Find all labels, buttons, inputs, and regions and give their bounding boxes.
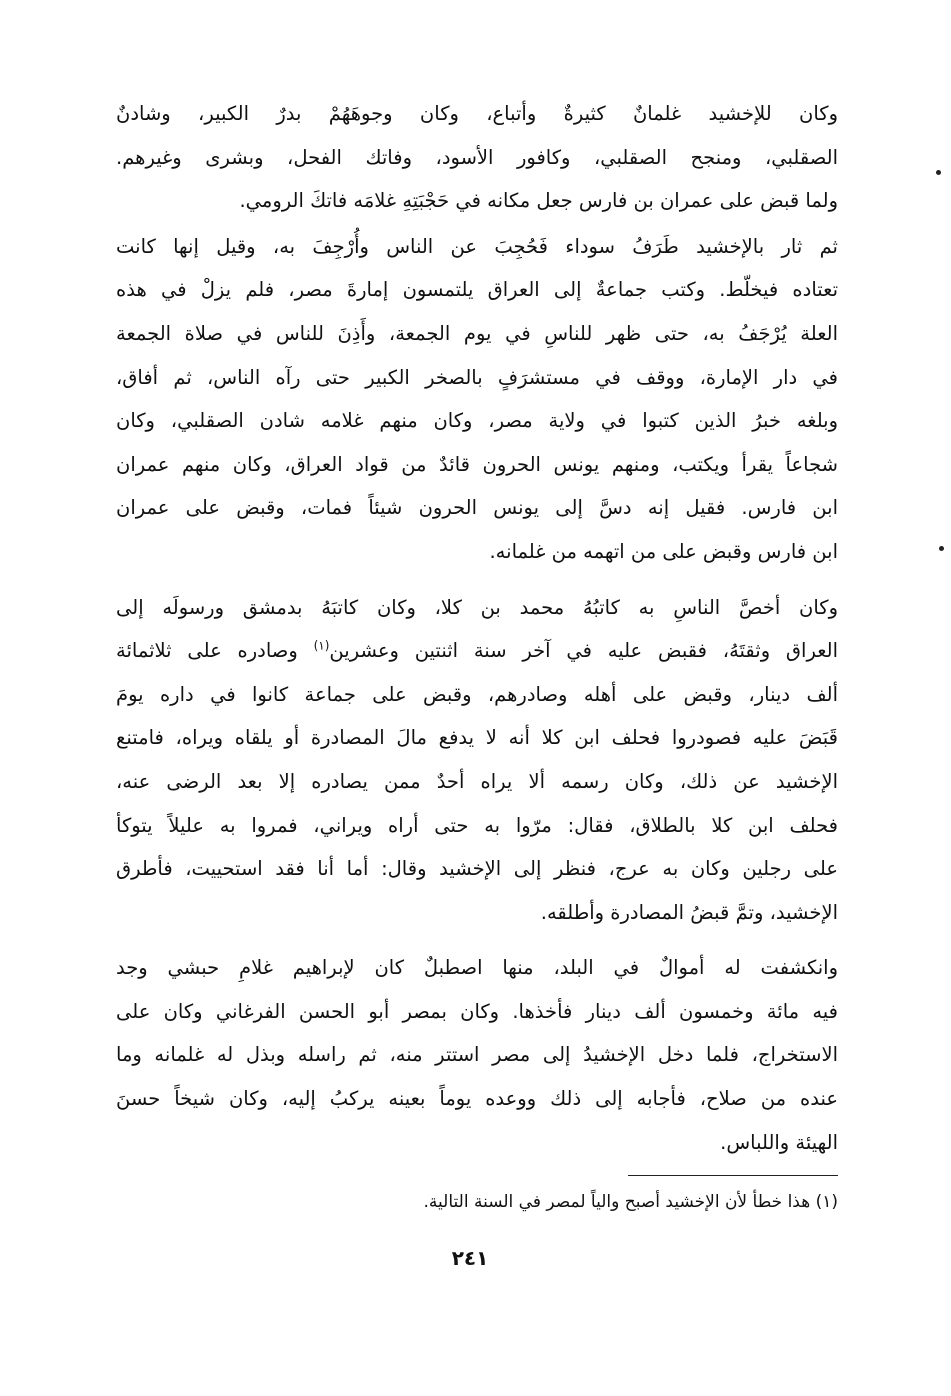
text-line: ابن فارس. فقيل إنه دسَّ إلى يونس الحرون شيئاً فمات، وقبض على عمران (116, 496, 838, 520)
text-line: قَبَضَ عليه فصودروا فحلف ابن كلا أنه لا يدفع مالَ المصادرة أو يلقاه ويراه، فامتنع (116, 726, 838, 750)
text-line: الهيئة واللباس. (720, 1130, 838, 1154)
paragraph (116, 225, 838, 574)
text-line: عنده من صلاح، فأجابه إلى ذلك ووعده يوماً بعينه يركبُ إليه، وكان شيخاً حسنَ (116, 1087, 838, 1111)
paragraph (116, 946, 838, 1164)
text-line: تعتاده فيخلّط. وكتب جماعةٌ إلى العراق يلتمسون إمارةَ مصر، فلم يزلْ في هذه (116, 278, 838, 302)
text-line: العلة يُرْجَفُ به، حتى ظهر للناسِ في يوم الجمعة، وأَذِنَ للناس في صلاة الجمعة (116, 321, 838, 345)
paragraph (116, 92, 838, 223)
text-line: وانكشفت له أموالٌ في البلد، منها اصطبلٌ كان لإبراهيم غلامِ حبشي وجد (116, 956, 838, 980)
text-line: ولما قبض على عمران بن فارس جعل مكانه في حَجْبَتِهِ غلامَه فاتكَ الرومي. (239, 189, 838, 213)
text-line: فحلف ابن كلا بالطلاق، فقال: مرّوا به حتى أراه ويراني، فمروا به عليلاً يتوكأ (116, 813, 838, 837)
paragraph (116, 586, 838, 935)
text-line: وكان أخصَّ الناسِ به كاتبُهُ محمد بن كلا، وكان كاتبَهُ بدمشق ورسولَه إلى (116, 595, 838, 619)
main-text (116, 92, 838, 1164)
text-line: ابن فارس وقبض على من اتهمه من غلمانه. (489, 539, 838, 563)
text-line: شجاعاً يقرأ ويكتب، ومنهم يونس الحرون قائدٌ من قواد العراق، وكان منهم عمران (116, 452, 838, 476)
text-line (116, 629, 838, 673)
text-line: ثم ثار بالإخشيد طَرَفُ سوداء فَحُجِبَ عن الناس وأُرْجِفَ به، وقيل إنها كانت (116, 234, 838, 258)
text-line: الاستخراج، فلما دخل الإخشيدُ إلى مصر استتر منه، ثم راسله وبذل له غلمانه وما (116, 1043, 838, 1067)
footnote: (١) هذا خطأ لأن الإخشيد أصبح والياً لمصر في السنة التالية. (423, 1192, 838, 1212)
text-line: الصقلبي، ومنجح الصقلبي، وكافور الأسود، وفاتك الفحل، وبشرى وغيرهم. (116, 145, 838, 169)
text-segment: العراق وثقتَهُ، فقبض عليه في آخر سنة اثنتين وعشرين (329, 639, 838, 663)
scan-mark (936, 170, 941, 175)
text-line: على رجلين وكان به عرج، فنظر إلى الإخشيد وقال: أما أنا فقد استحييت، فأطرق (116, 857, 838, 881)
text-segment: وصادره على ثلاثمائة (116, 639, 314, 663)
text-line: الإخشيد عن ذلك، وكان رسمه ألا يراه أحدٌ ممن يصادره إلا بعد الرضى عنه، (116, 769, 838, 793)
text-line: ألف دينار، وقبض على أهله وصادرهم، وقبض على جماعة كانوا في داره يومَ (116, 682, 838, 706)
text-line: وبلغه خبرُ الذين كتبوا في ولاية مصر، وكان منهم غلامه شادن الصقلبي، وكان (116, 409, 838, 433)
page-number: ٢٤١ (451, 1246, 489, 1270)
footnote-separator (628, 1175, 838, 1176)
footnote-marker[interactable]: (١) (313, 638, 330, 653)
text-line: الإخشيد، وتمَّ قبضُ المصادرة وأطلقه. (540, 900, 838, 924)
scan-mark (939, 546, 944, 551)
text-line: فيه مائة وخمسون ألف دينار فأخذها. وكان بمصر أبو الحسن الفرغاني وكان على (116, 999, 838, 1023)
text-line: في دار الإمارة، ووقف في مستشرَفٍ بالصخر الكبير حتى رآه الناس، ثم أفاق، (116, 365, 838, 389)
text-line: وكان للإخشيد غلمانٌ كثيرةٌ وأتباع، وكان وجوهَهُمْ بدرٌ الكبير، وشادنٌ (116, 102, 838, 125)
